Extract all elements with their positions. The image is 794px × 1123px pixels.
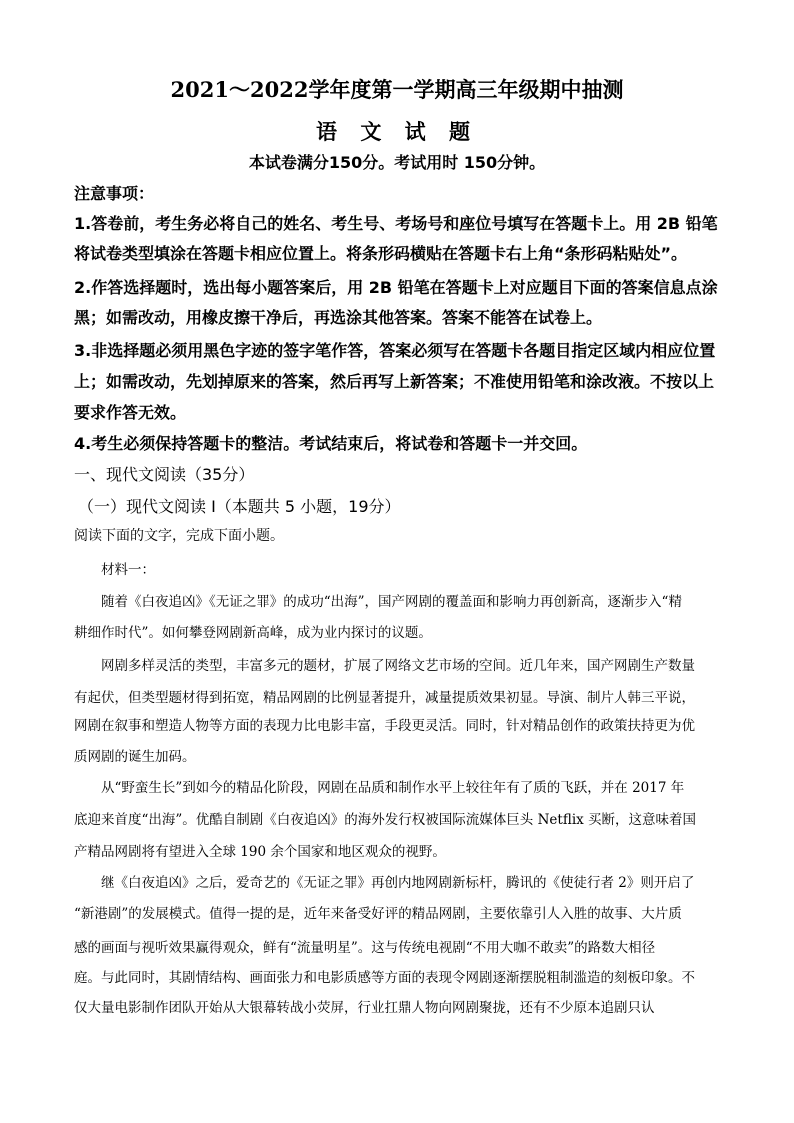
notice-line: 3.非选择题必须用黑色字迹的签字笔作答，答案必须写在答题卡各题目指定区域内相应位置 xyxy=(74,341,716,360)
paragraph-line: 从“野蛮生长”到如今的精品化阶段，网剧在品质和制作水平上较往年有了质的飞跃，并在 2017 年 xyxy=(101,780,685,796)
paragraph-line: 仅大量电影制作团队开始从大银幕转战小荧屏，行业扛鼎人物向网剧聚拢，还有不少原本追剧只认 xyxy=(74,1000,655,1016)
subsection-heading: （一）现代文阅读 I（本题共 5 小题，19分） xyxy=(78,497,401,516)
paragraph-line: 感的画面与视听效果赢得观众，鲜有“流量明星”。这与传统电视剧“不用大咖不敢卖”的路数大相径 xyxy=(74,940,656,956)
notice-line: 4.考生必须保持答题卡的整洁。考试结束后，将试卷和答题卡一并交回。 xyxy=(74,434,588,453)
paragraph-line: “新港剧”的发展模式。值得一提的是，近年来备受好评的精品网剧，主要依靠引人入胜的故事、大片质 xyxy=(74,906,682,922)
paragraph-line: 继《白夜追凶》之后，爱奇艺的《无证之罪》再创内地网剧新标杆，腾讯的《使徒行者 2》则开启了 xyxy=(101,875,695,891)
notice-line: 2.作答选择题时，选出每小题答案后，用 2B 铅笔在答题卡上对应题目下面的答案信息点涂 xyxy=(74,278,718,297)
notice-line: 要求作答无效。 xyxy=(74,403,187,422)
paragraph-line: 底迎来首度“出海”。优酷自制剧《白夜追凶》的海外发行权被国际流媒体巨头 Netflix 买断，这意味着国 xyxy=(74,812,697,828)
paragraph-line: 有起伏，但类型题材得到拓宽，精品网剧的比例显著提升，减量提质效果初显。导演、制片人韩三平说， xyxy=(74,690,695,706)
paragraph-line: 耕细作时代”。如何攀登网剧新高峰，成为业内探讨的议题。 xyxy=(74,625,432,641)
paragraph-line: 随着《白夜追凶》《无证之罪》的成功“出海”，国产网剧的覆盖面和影响力再创新高，逐渐步入“精 xyxy=(101,594,682,610)
notice-line: 1.答卷前，考生务必将自己的姓名、考生号、考场号和座位号填写在答题卡上。用 2B 铅笔 xyxy=(74,214,718,233)
notice-heading: 注意事项： xyxy=(74,184,155,203)
paragraph-line: 产精品网剧将有望进入全球 190 余个国家和地区观众的视野。 xyxy=(74,844,446,860)
exam-info: 本试卷满分150分。考试用时 150分钟。 xyxy=(248,153,546,172)
notice-line: 上；如需改动，先划掉原来的答案，然后再写上新答案；不准使用铅笔和涂改液。不按以上 xyxy=(74,372,715,391)
material-label: 材料一： xyxy=(101,562,155,578)
subject-title: 语 文 试 题 xyxy=(316,119,478,144)
notice-line: 黑；如需改动，用橡皮擦干净后，再选涂其他答案。答案不能答在试卷上。 xyxy=(74,308,603,327)
exam-title: 2021～2022学年度第一学期高三年级期中抽测 xyxy=(170,77,624,102)
notice-line: 将试卷类型填涂在答题卡相应位置上。将条形码横贴在答题卡右上角“条形码粘贴处”。 xyxy=(74,244,688,263)
paragraph-line: 庭。与此同时，其剧情结构、画面张力和电影质感等方面的表现令网剧逐渐摆脱粗制滥造的刻板印象。不 xyxy=(74,970,695,986)
section-heading: 一、现代文阅读（35分） xyxy=(74,465,255,484)
paragraph-line: 质网剧的诞生加码。 xyxy=(74,749,196,765)
paragraph-line: 网剧多样灵活的类型，丰富多元的题材，扩展了网络文艺市场的空间。近几年来，国产网剧生产数量 xyxy=(101,658,695,674)
instruction: 阅读下面的文字，完成下面小题。 xyxy=(74,528,284,544)
paragraph-line: 网剧在叙事和塑造人物等方面的表现力比电影丰富，手段更灵活。同时，针对精品创作的政策扶持更为优 xyxy=(74,718,695,734)
